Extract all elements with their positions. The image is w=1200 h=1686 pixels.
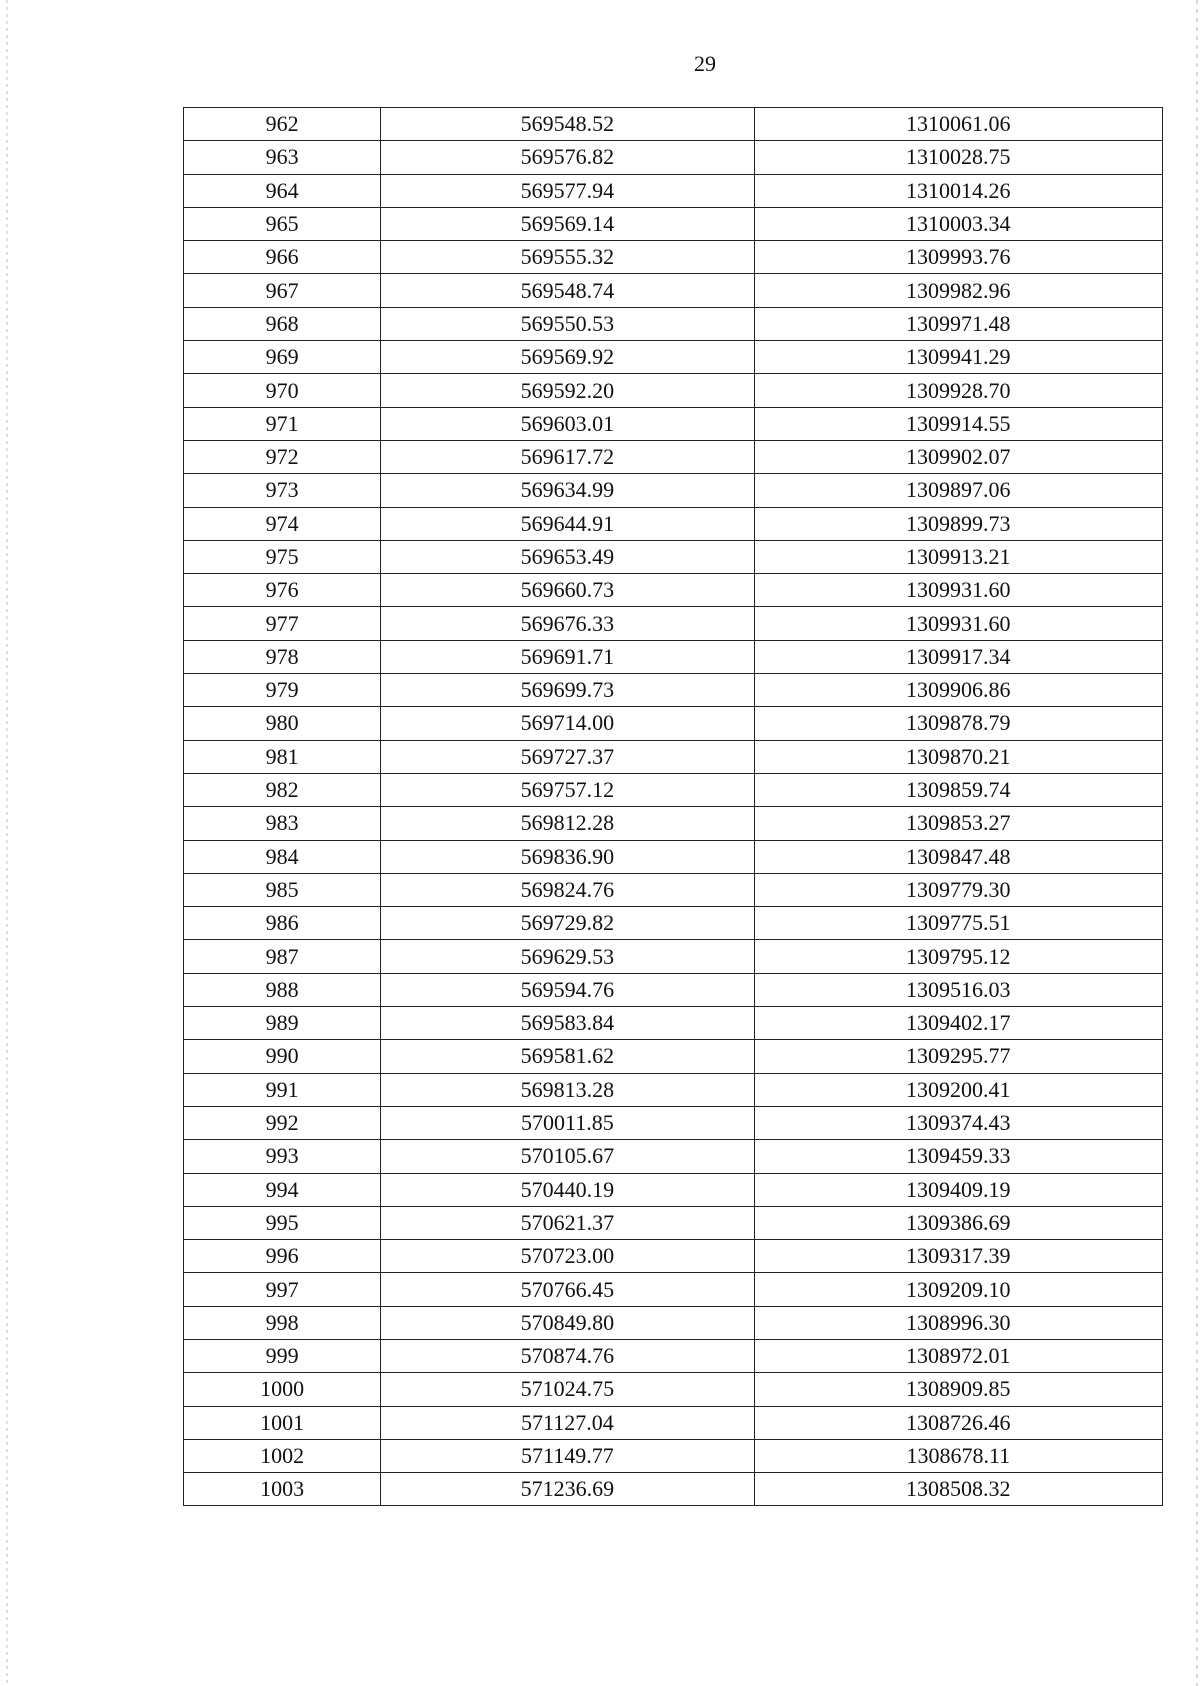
table-row	[184, 141, 1163, 174]
y-coordinate-cell: 1309209.10	[754, 1273, 1162, 1306]
x-coordinate-cell: 569676.33	[381, 607, 754, 640]
table-row	[184, 1406, 1163, 1439]
table-row	[184, 1173, 1163, 1206]
x-coordinate-cell: 569548.52	[381, 108, 754, 141]
y-coordinate-cell: 1309897.06	[754, 474, 1162, 507]
y-coordinate-cell: 1309402.17	[754, 1007, 1162, 1040]
table-row	[184, 1339, 1163, 1372]
point-number-cell: 962	[184, 108, 381, 141]
point-number-cell: 973	[184, 474, 381, 507]
table-row	[184, 973, 1163, 1006]
x-coordinate-cell: 569691.71	[381, 640, 754, 673]
y-coordinate-cell: 1309917.34	[754, 640, 1162, 673]
table-row	[184, 907, 1163, 940]
point-number-cell: 996	[184, 1240, 381, 1273]
point-number-cell: 985	[184, 873, 381, 906]
x-coordinate-cell: 569714.00	[381, 707, 754, 740]
x-coordinate-cell: 569583.84	[381, 1007, 754, 1040]
y-coordinate-cell: 1309775.51	[754, 907, 1162, 940]
table-row	[184, 274, 1163, 307]
y-coordinate-cell: 1308909.85	[754, 1373, 1162, 1406]
y-coordinate-cell: 1309516.03	[754, 973, 1162, 1006]
x-coordinate-cell: 569555.32	[381, 241, 754, 274]
x-coordinate-cell: 569653.49	[381, 540, 754, 573]
point-number-cell: 967	[184, 274, 381, 307]
table-row	[184, 873, 1163, 906]
y-coordinate-cell: 1309295.77	[754, 1040, 1162, 1073]
point-number-cell: 998	[184, 1306, 381, 1339]
table-row	[184, 1439, 1163, 1472]
table-row	[184, 241, 1163, 274]
y-coordinate-cell: 1309459.33	[754, 1140, 1162, 1173]
point-number-cell: 981	[184, 740, 381, 773]
table-row	[184, 607, 1163, 640]
x-coordinate-cell: 569812.28	[381, 807, 754, 840]
table-row	[184, 474, 1163, 507]
y-coordinate-cell: 1308972.01	[754, 1339, 1162, 1372]
point-number-cell: 965	[184, 207, 381, 240]
table-row	[184, 207, 1163, 240]
table-row	[184, 1273, 1163, 1306]
x-coordinate-cell: 569550.53	[381, 307, 754, 340]
x-coordinate-cell: 570723.00	[381, 1240, 754, 1273]
point-number-cell: 975	[184, 540, 381, 573]
y-coordinate-cell: 1310014.26	[754, 174, 1162, 207]
table-row	[184, 341, 1163, 374]
y-coordinate-cell: 1308678.11	[754, 1439, 1162, 1472]
table-row	[184, 307, 1163, 340]
x-coordinate-cell: 569569.92	[381, 341, 754, 374]
y-coordinate-cell: 1308726.46	[754, 1406, 1162, 1439]
x-coordinate-cell: 570105.67	[381, 1140, 754, 1173]
point-number-cell: 974	[184, 507, 381, 540]
point-number-cell: 976	[184, 574, 381, 607]
y-coordinate-cell: 1309870.21	[754, 740, 1162, 773]
point-number-cell: 971	[184, 407, 381, 440]
y-coordinate-cell: 1309931.60	[754, 607, 1162, 640]
x-coordinate-cell: 569603.01	[381, 407, 754, 440]
x-coordinate-cell: 569634.99	[381, 474, 754, 507]
x-coordinate-cell: 569576.82	[381, 141, 754, 174]
coordinate-table-body	[184, 108, 1163, 1506]
y-coordinate-cell: 1309971.48	[754, 307, 1162, 340]
x-coordinate-cell: 569581.62	[381, 1040, 754, 1073]
table-row	[184, 807, 1163, 840]
x-coordinate-cell: 569644.91	[381, 507, 754, 540]
x-coordinate-cell: 569592.20	[381, 374, 754, 407]
x-coordinate-cell: 571149.77	[381, 1439, 754, 1472]
table-row	[184, 1106, 1163, 1139]
x-coordinate-cell: 569836.90	[381, 840, 754, 873]
point-number-cell: 984	[184, 840, 381, 873]
y-coordinate-cell: 1309928.70	[754, 374, 1162, 407]
page-number: 29	[694, 51, 716, 76]
point-number-cell: 969	[184, 341, 381, 374]
y-coordinate-cell: 1308996.30	[754, 1306, 1162, 1339]
point-number-cell: 1002	[184, 1439, 381, 1472]
table-row	[184, 1373, 1163, 1406]
y-coordinate-cell: 1310028.75	[754, 141, 1162, 174]
table-row	[184, 540, 1163, 573]
table-row	[184, 840, 1163, 873]
table-row	[184, 740, 1163, 773]
table-row	[184, 707, 1163, 740]
point-number-cell: 966	[184, 241, 381, 274]
table-row	[184, 374, 1163, 407]
x-coordinate-cell: 569617.72	[381, 440, 754, 473]
y-coordinate-cell: 1309200.41	[754, 1073, 1162, 1106]
point-number-cell: 1003	[184, 1473, 381, 1506]
point-number-cell: 986	[184, 907, 381, 940]
x-coordinate-cell: 569629.53	[381, 940, 754, 973]
y-coordinate-cell: 1309982.96	[754, 274, 1162, 307]
y-coordinate-cell: 1309941.29	[754, 341, 1162, 374]
x-coordinate-cell: 570011.85	[381, 1106, 754, 1139]
y-coordinate-cell: 1309317.39	[754, 1240, 1162, 1273]
point-number-cell: 992	[184, 1106, 381, 1139]
table-row	[184, 1140, 1163, 1173]
x-coordinate-cell: 570874.76	[381, 1339, 754, 1372]
x-coordinate-cell: 569824.76	[381, 873, 754, 906]
point-number-cell: 970	[184, 374, 381, 407]
y-coordinate-cell: 1309913.21	[754, 540, 1162, 573]
point-number-cell: 978	[184, 640, 381, 673]
table-row	[184, 1473, 1163, 1506]
y-coordinate-cell: 1308508.32	[754, 1473, 1162, 1506]
point-number-cell: 988	[184, 973, 381, 1006]
table-row	[184, 640, 1163, 673]
point-number-cell: 964	[184, 174, 381, 207]
coordinate-table	[183, 107, 1163, 1506]
table-row	[184, 407, 1163, 440]
y-coordinate-cell: 1309847.48	[754, 840, 1162, 873]
y-coordinate-cell: 1309931.60	[754, 574, 1162, 607]
point-number-cell: 990	[184, 1040, 381, 1073]
point-number-cell: 994	[184, 1173, 381, 1206]
point-number-cell: 1000	[184, 1373, 381, 1406]
y-coordinate-cell: 1309906.86	[754, 674, 1162, 707]
table-row	[184, 507, 1163, 540]
x-coordinate-cell: 569729.82	[381, 907, 754, 940]
table-row	[184, 773, 1163, 806]
point-number-cell: 977	[184, 607, 381, 640]
table-row	[184, 1073, 1163, 1106]
point-number-cell: 963	[184, 141, 381, 174]
point-number-cell: 991	[184, 1073, 381, 1106]
table-row	[184, 940, 1163, 973]
point-number-cell: 989	[184, 1007, 381, 1040]
y-coordinate-cell: 1309914.55	[754, 407, 1162, 440]
x-coordinate-cell: 569813.28	[381, 1073, 754, 1106]
table-row	[184, 1306, 1163, 1339]
scan-edge-right	[1196, 0, 1198, 1686]
y-coordinate-cell: 1309409.19	[754, 1173, 1162, 1206]
table-row	[184, 174, 1163, 207]
table-row	[184, 440, 1163, 473]
table-row	[184, 1007, 1163, 1040]
x-coordinate-cell: 570766.45	[381, 1273, 754, 1306]
table-row	[184, 108, 1163, 141]
table-row	[184, 1040, 1163, 1073]
point-number-cell: 982	[184, 773, 381, 806]
x-coordinate-cell: 569569.14	[381, 207, 754, 240]
point-number-cell: 972	[184, 440, 381, 473]
x-coordinate-cell: 569577.94	[381, 174, 754, 207]
x-coordinate-cell: 569699.73	[381, 674, 754, 707]
y-coordinate-cell: 1309779.30	[754, 873, 1162, 906]
x-coordinate-cell: 570621.37	[381, 1206, 754, 1239]
point-number-cell: 979	[184, 674, 381, 707]
table-row	[184, 674, 1163, 707]
y-coordinate-cell: 1310003.34	[754, 207, 1162, 240]
point-number-cell: 980	[184, 707, 381, 740]
point-number-cell: 1001	[184, 1406, 381, 1439]
x-coordinate-cell: 569727.37	[381, 740, 754, 773]
point-number-cell: 983	[184, 807, 381, 840]
point-number-cell: 997	[184, 1273, 381, 1306]
x-coordinate-cell: 570440.19	[381, 1173, 754, 1206]
y-coordinate-cell: 1310061.06	[754, 108, 1162, 141]
y-coordinate-cell: 1309795.12	[754, 940, 1162, 973]
y-coordinate-cell: 1309853.27	[754, 807, 1162, 840]
y-coordinate-cell: 1309374.43	[754, 1106, 1162, 1139]
table-row	[184, 1240, 1163, 1273]
table-row	[184, 1206, 1163, 1239]
point-number-cell: 968	[184, 307, 381, 340]
x-coordinate-cell: 569594.76	[381, 973, 754, 1006]
x-coordinate-cell: 569757.12	[381, 773, 754, 806]
y-coordinate-cell: 1309993.76	[754, 241, 1162, 274]
y-coordinate-cell: 1309902.07	[754, 440, 1162, 473]
table-row	[184, 574, 1163, 607]
x-coordinate-cell: 571127.04	[381, 1406, 754, 1439]
point-number-cell: 999	[184, 1339, 381, 1372]
y-coordinate-cell: 1309878.79	[754, 707, 1162, 740]
scan-edge-left	[6, 0, 8, 1686]
x-coordinate-cell: 570849.80	[381, 1306, 754, 1339]
point-number-cell: 987	[184, 940, 381, 973]
x-coordinate-cell: 571236.69	[381, 1473, 754, 1506]
x-coordinate-cell: 571024.75	[381, 1373, 754, 1406]
y-coordinate-cell: 1309899.73	[754, 507, 1162, 540]
y-coordinate-cell: 1309859.74	[754, 773, 1162, 806]
x-coordinate-cell: 569548.74	[381, 274, 754, 307]
x-coordinate-cell: 569660.73	[381, 574, 754, 607]
point-number-cell: 995	[184, 1206, 381, 1239]
point-number-cell: 993	[184, 1140, 381, 1173]
y-coordinate-cell: 1309386.69	[754, 1206, 1162, 1239]
